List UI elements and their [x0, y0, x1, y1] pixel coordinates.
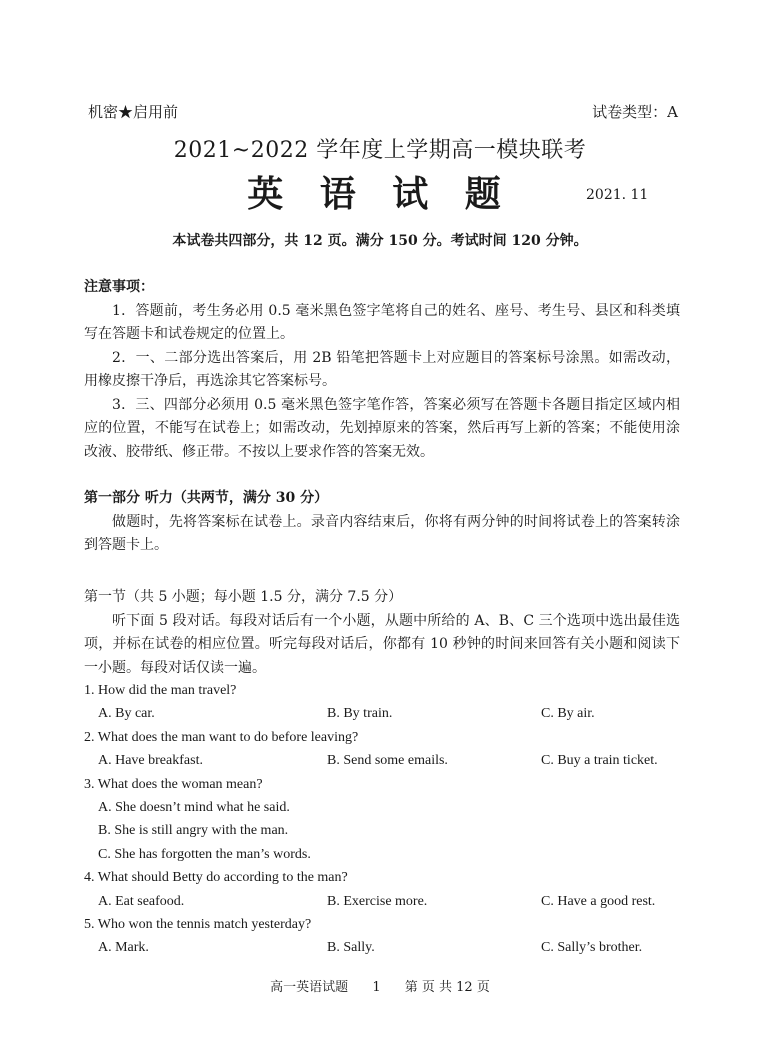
notice-title: 注意事项：: [84, 279, 154, 295]
question-stem: 3. What does the woman mean?: [84, 776, 263, 792]
question-stem: 2. What does the man want to do before leaving?: [84, 729, 359, 745]
section1: [84, 586, 680, 680]
part1-title: 第一部分 听力（共两节，满分 30 分）: [84, 490, 329, 506]
option-a: A. Mark.: [98, 940, 149, 956]
notice-item: 1．答题前，考生务必用 0.5 毫米黑色签字笔将自己的姓名、座号、考生号、县区和科类填写在答题卡和试卷规定的位置上。: [84, 302, 680, 342]
option-row: [84, 890, 684, 913]
exam-date: 2021. 11: [586, 187, 649, 203]
subject-title: 英 语 试 题: [247, 173, 513, 215]
option-c: C. She has forgotten the man’s words.: [98, 846, 311, 862]
confidential-mark: 机密★启用前: [88, 103, 179, 121]
exam-info: 本试卷共四部分，共 12 页。满分 150 分。考试时间 120 分钟。: [172, 233, 588, 249]
option-a: A. By car.: [98, 706, 155, 722]
paper-type: 试卷类型：A: [592, 103, 678, 121]
option-b: B. By train.: [327, 706, 393, 722]
option-row: [84, 936, 684, 959]
option-c: C. Sally’s brother.: [541, 940, 643, 956]
exam-title: 2021~2022 学年度上学期高一模块联考: [173, 138, 587, 163]
option-a: A. Have breakfast.: [98, 753, 203, 769]
part1-intro: 做题时，先将答案标在试卷上。录音内容结束后，你将有两分钟的时间将试卷上的答案转涂到答题卡上。: [84, 513, 680, 553]
option-c: C. Buy a train ticket.: [541, 753, 658, 769]
option-row: [84, 749, 684, 772]
footer-page-number: 1: [372, 980, 381, 995]
option-c: C. By air.: [541, 706, 595, 722]
page-footer: [0, 976, 760, 995]
option-c: C. Have a good rest.: [541, 893, 656, 909]
option-b: B. Sally.: [327, 940, 375, 956]
notice-section: [84, 276, 680, 464]
question-stem: 1. How did the man travel?: [84, 683, 237, 698]
footer-subject: 高一英语试题: [270, 980, 349, 995]
option-row: [84, 702, 684, 725]
notice-item: 3．三、四部分必须用 0.5 毫米黑色签字笔作答，答案必须写在答题卡各题目指定区域内相应的位置，不能写在试卷上；如需改动，先划掉原来的答案，然后再写上新的答案；不能使用涂改液、胶带纸、修正带。不按以上要求作答的答案无效。: [84, 396, 680, 460]
footer-page-label: 第 页 共 12 页: [404, 980, 490, 995]
option-b: B. Send some emails.: [327, 753, 448, 769]
option-a: A. Eat seafood.: [98, 893, 185, 909]
section1-title: 第一节（共 5 小题；每小题 1.5 分，满分 7.5 分）: [84, 589, 403, 605]
question-stem: 5. Who won the tennis match yesterday?: [84, 916, 312, 932]
question-list: [84, 679, 684, 960]
question-stem: 4. What should Betty do according to the man?: [84, 870, 348, 886]
notice-item: 2．一、二部分选出答案后，用 2B 铅笔把答题卡上对应题目的答案标号涂黑。如需改动，用橡皮擦干净后，再选涂其它答案标号。: [84, 349, 680, 389]
option-b: B. Exercise more.: [327, 893, 428, 909]
section1-intro: 听下面 5 段对话。每段对话后有一个小题，从题中所给的 A、B、C 三个选项中选出最佳选项，并标在试卷的相应位置。听完每段对话后，你都有 10 秒钟的时间来回答有关小题和阅读下一小题。每段对话仅读一遍。: [84, 612, 680, 676]
option-a: A. She doesn’t mind what he said.: [98, 799, 290, 815]
option-b: B. She is still angry with the man.: [98, 823, 289, 839]
part1-section: [84, 487, 680, 558]
